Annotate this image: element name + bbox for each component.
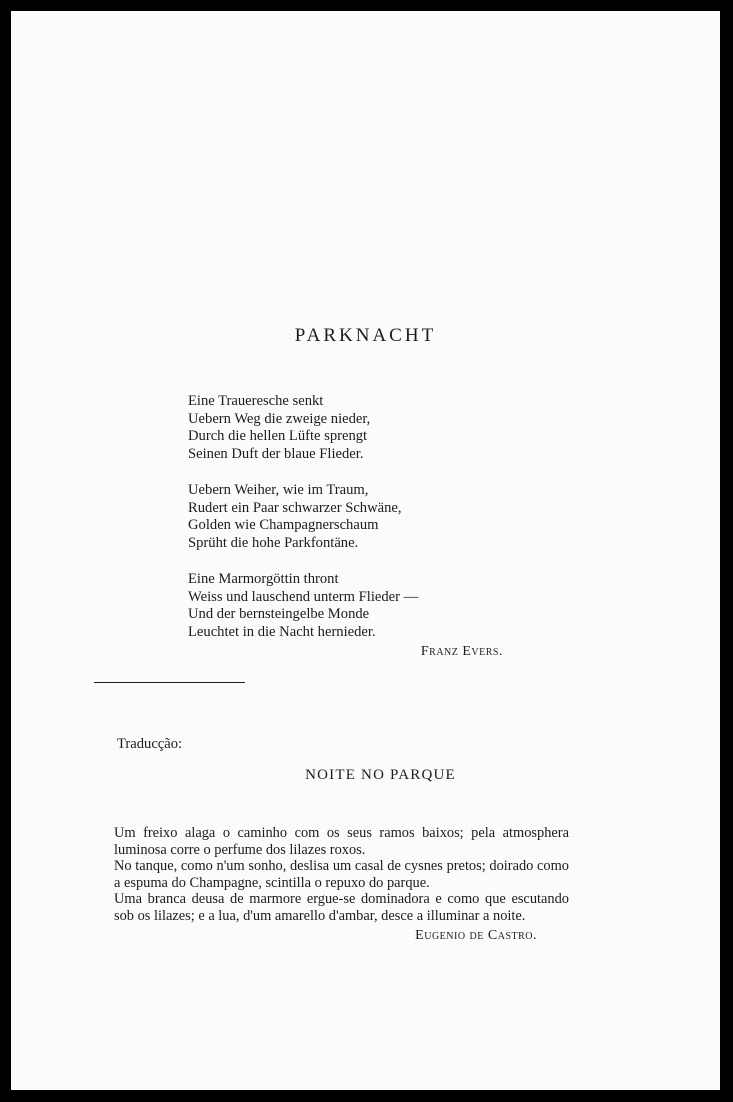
verse-line: Weiss und lauschend unterm Flieder — bbox=[188, 588, 419, 605]
poem-title: PARKNACHT bbox=[294, 325, 437, 346]
stanza-3 bbox=[188, 571, 488, 641]
translation-author: Eugenio de Castro. bbox=[415, 928, 537, 943]
verse-line: Golden wie Champagnerschaum bbox=[188, 517, 379, 533]
translation-title: NOITE NO PARQUE bbox=[305, 767, 456, 783]
verse-line: Durch die hellen Lüfte sprengt bbox=[188, 428, 368, 444]
verse-line: Seinen Duft der blaue Flieder. bbox=[188, 445, 364, 462]
verse-line: Sprüht die hohe Parkfontäne. bbox=[188, 534, 359, 551]
translation-paragraph: Uma branca deusa de marmore ergue-se dominadora e como que escutando sob os lilazes; e a lua, d'um amarello d'ambar, desce a illuminar a noite. bbox=[114, 891, 569, 924]
poem-author: Franz Evers. bbox=[420, 644, 503, 659]
translation-body bbox=[114, 825, 569, 924]
translation-label: Traducção: bbox=[117, 736, 183, 752]
stanza-2 bbox=[188, 482, 488, 552]
page bbox=[11, 11, 720, 1090]
translation-paragraph: No tanque, como n'um sonho, deslisa um casal de cysnes pretos; doirado como a espuma do Champagne, scintilla o repuxo do parque. bbox=[114, 858, 569, 891]
verse-line: Rudert ein Paar schwarzer Schwäne, bbox=[188, 499, 402, 516]
stanza-1 bbox=[188, 393, 488, 463]
verse-line: Eine Traueresche senkt bbox=[188, 393, 324, 409]
translation-paragraph: Um freixo alaga o caminho com os seus ramos baixos; pela atmosphera luminosa corre o perfume dos lilazes roxos. bbox=[114, 825, 569, 858]
verse-line: Uebern Weg die zweige nieder, bbox=[188, 410, 371, 427]
section-divider bbox=[94, 682, 245, 683]
verse-line: Eine Marmorgöttin thront bbox=[188, 571, 339, 587]
verse-line: Uebern Weiher, wie im Traum, bbox=[188, 482, 369, 498]
verse-line: Leuchtet in die Nacht hernieder. bbox=[188, 623, 376, 640]
verse-line: Und der bernsteingelbe Monde bbox=[188, 606, 370, 622]
